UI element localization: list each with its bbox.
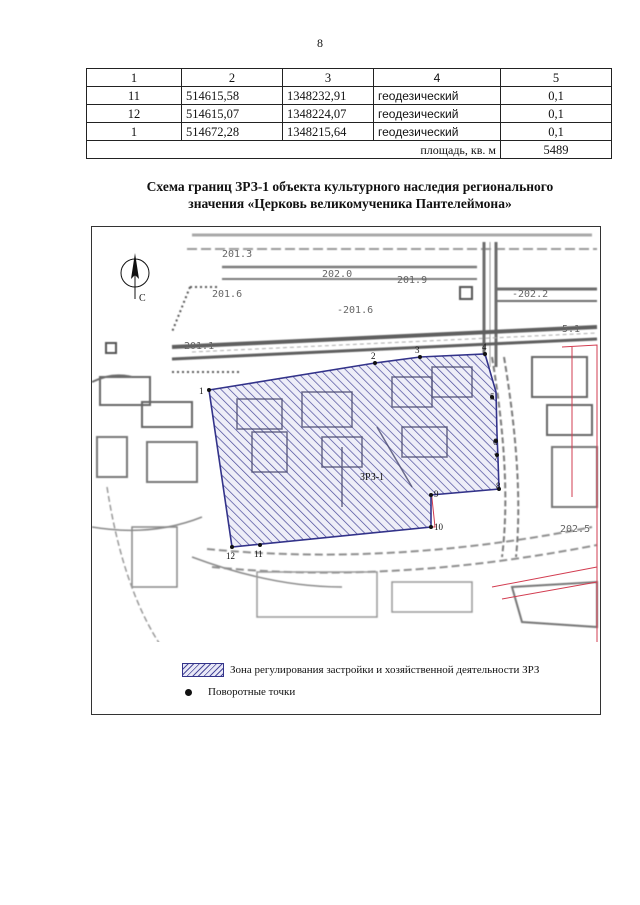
table-row [87, 87, 612, 105]
point-label: 4 [482, 342, 487, 352]
elevation-label: 5.1 [562, 324, 581, 335]
elevation-label: 201.1 [184, 341, 215, 352]
map-canvas [92, 227, 601, 715]
header-cell: 3 [283, 69, 374, 87]
map-legend [182, 662, 539, 706]
boundary-map [91, 226, 601, 715]
point-label: 12 [226, 551, 235, 561]
point-label: 11 [254, 549, 263, 559]
header-cell: 1 [87, 69, 182, 87]
point-label: 7 [494, 452, 499, 462]
header-cell: 5 [501, 69, 612, 87]
caption-line-1: Схема границ ЗРЗ-1 объекта культурного наследия регионального [146, 179, 554, 194]
table-header-row [87, 69, 612, 87]
header-cell: 2 [182, 69, 283, 87]
scheme-caption [60, 178, 640, 212]
elevation-label: 202.5 [560, 524, 591, 535]
zone-zrz-1 [209, 354, 499, 547]
legend-item-zone [182, 662, 539, 678]
north-arrow-icon [121, 253, 149, 304]
hatch-swatch [182, 663, 224, 677]
point-number-cell: 1 [87, 123, 182, 141]
point-number-cell: 11 [87, 87, 182, 105]
area-row [87, 141, 612, 159]
table-row [87, 123, 612, 141]
precision-cell: 0,1 [501, 105, 612, 123]
method-cell: геодезический [374, 105, 501, 123]
area-label: площадь, кв. м [87, 141, 501, 159]
legend-points-text: Поворотные точки [208, 686, 296, 698]
legend-zone-text: Зона регулирования застройки и хозяйственной деятельности ЗРЗ [230, 664, 540, 676]
dot-icon [182, 689, 194, 696]
elevation-label: 201.6 [212, 289, 243, 300]
area-value: 5489 [501, 141, 612, 159]
north-label: С [139, 293, 146, 304]
y-coordinate-cell: 1348232,91 [283, 87, 374, 105]
elevation-label: -202.2 [512, 289, 549, 300]
point-number-cell: 12 [87, 105, 182, 123]
method-cell: геодезический [374, 87, 501, 105]
legend-item-points [182, 684, 539, 700]
point-label: 9 [434, 489, 439, 499]
precision-cell: 0,1 [501, 123, 612, 141]
zone-label: ЗРЗ-1 [360, 472, 385, 483]
elevation-label: 202.0 [322, 269, 353, 280]
y-coordinate-cell: 1348224,07 [283, 105, 374, 123]
point-label: 3 [415, 345, 420, 355]
elevation-label: 201.9 [397, 275, 428, 286]
point-label: 10 [434, 522, 443, 532]
x-coordinate-cell: 514615,07 [182, 105, 283, 123]
point-label: 8 [496, 481, 501, 491]
point-label: 5 [490, 392, 495, 402]
point-label: 6 [493, 437, 498, 447]
coordinates-table [86, 68, 612, 159]
precision-cell: 0,1 [501, 87, 612, 105]
elevation-label: 201.3 [222, 249, 253, 260]
x-coordinate-cell: 514615,58 [182, 87, 283, 105]
page-number: 8 [317, 36, 323, 50]
point-label: 1 [199, 386, 204, 396]
header-cell: 4 [374, 69, 501, 87]
caption-line-2: значения «Церковь великомученика Пантелеймона» [188, 196, 512, 211]
y-coordinate-cell: 1348215,64 [283, 123, 374, 141]
elevation-label: -201.6 [337, 305, 374, 316]
point-label: 2 [371, 351, 376, 361]
method-cell: геодезический [374, 123, 501, 141]
x-coordinate-cell: 514672,28 [182, 123, 283, 141]
table-row [87, 105, 612, 123]
